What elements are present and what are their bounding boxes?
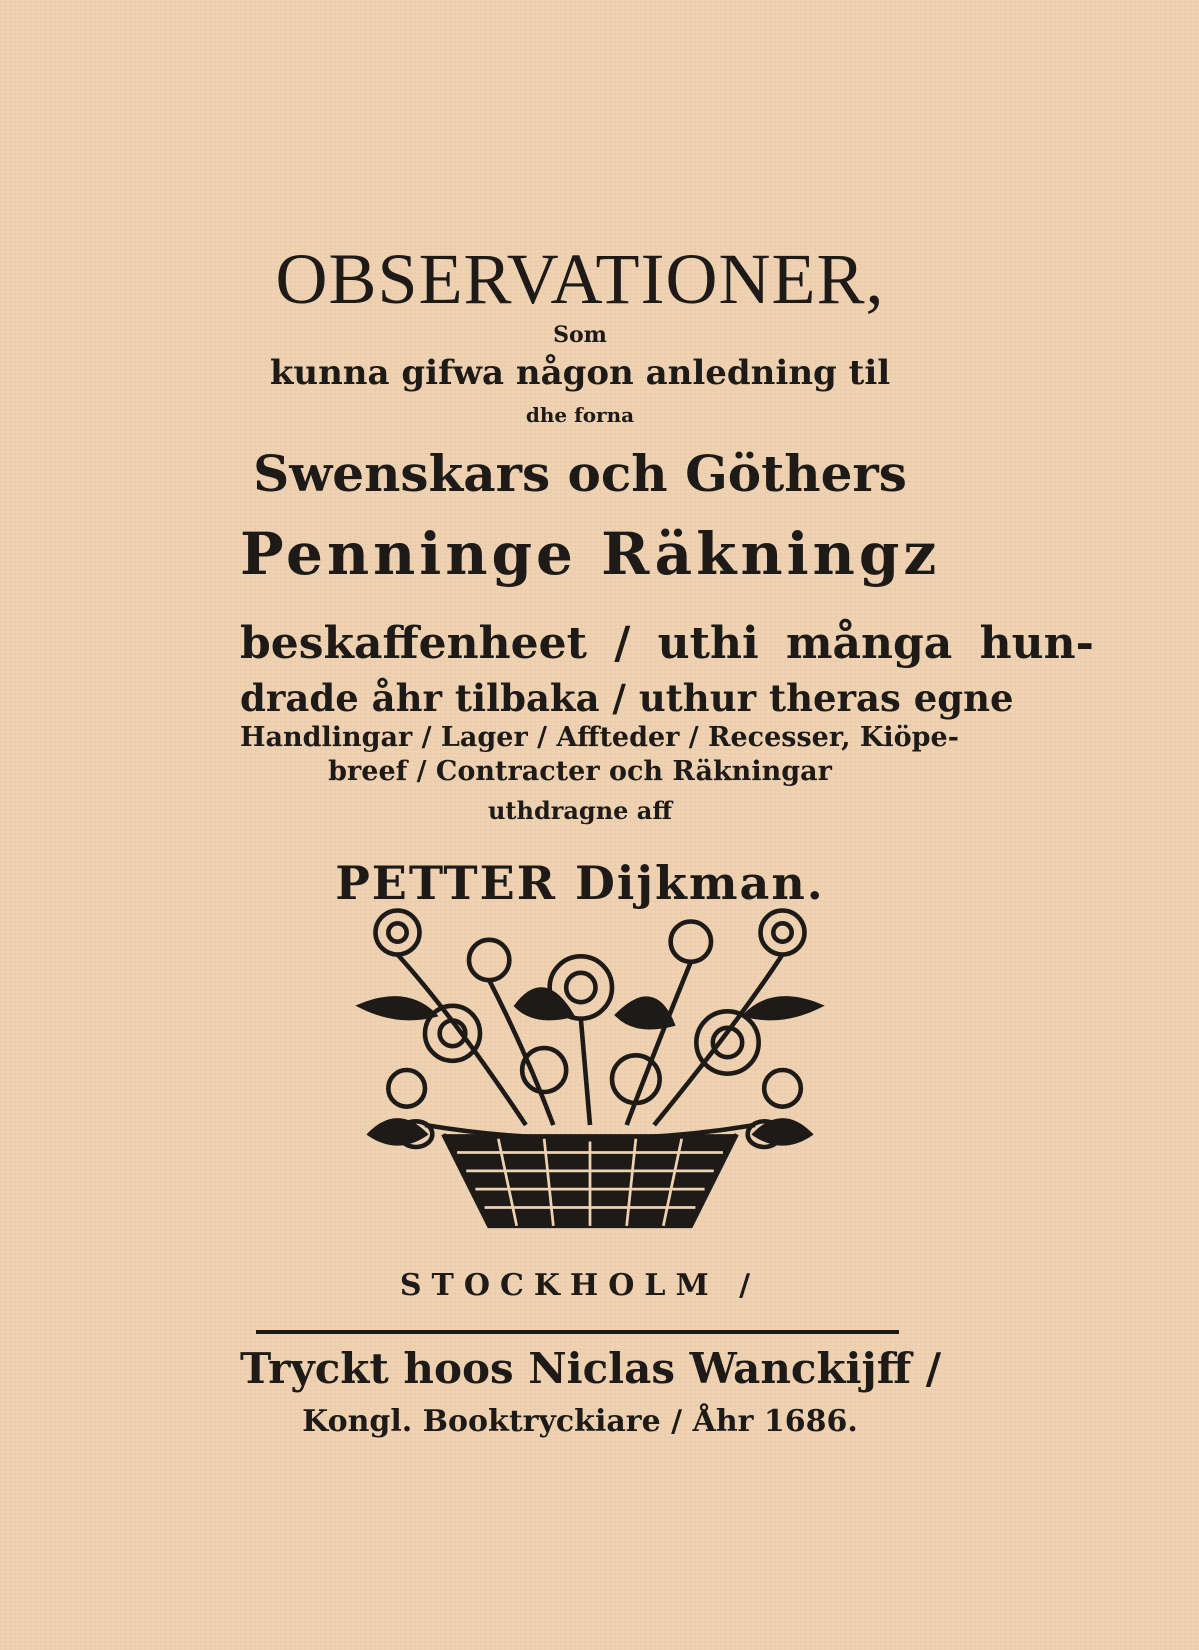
place-of-printing: STOCKHOLM / — [399, 1268, 761, 1303]
flower-basket-woodcut-icon — [320, 905, 860, 1235]
description-line-4: breef / Contracter och Räkningar — [328, 756, 832, 787]
description-line-1: beskaffenheet / uthi många hun- — [240, 618, 1094, 669]
subtitle-line-6: Penninge Räkningz — [240, 520, 941, 588]
description-line-5: uthdragne aff — [487, 796, 673, 825]
divider-rule — [256, 1330, 899, 1334]
subtitle-line-3: kunna gifwa någon anledning til — [269, 353, 891, 393]
subtitle-line-4: dhe forna — [525, 403, 635, 427]
printer-line-1: Tryckt hoos Niclas Wanckijff / — [240, 1344, 942, 1393]
author-name: PETTER Dijkman. — [335, 856, 825, 910]
subtitle-som: Som — [553, 322, 607, 348]
subtitle-line-5: Swenskars och Göthers — [253, 444, 907, 503]
description-line-3: Handlingar / Lager / Affteder / Recesser, Kiöpe- — [240, 722, 959, 753]
description-line-2: drade åhr tilbaka / uthur theras egne — [240, 676, 1014, 720]
printer-line-2: Kongl. Booktryckiare / Åhr 1686. — [302, 1404, 858, 1439]
cover-title: OBSERVATIONER, — [275, 239, 885, 319]
